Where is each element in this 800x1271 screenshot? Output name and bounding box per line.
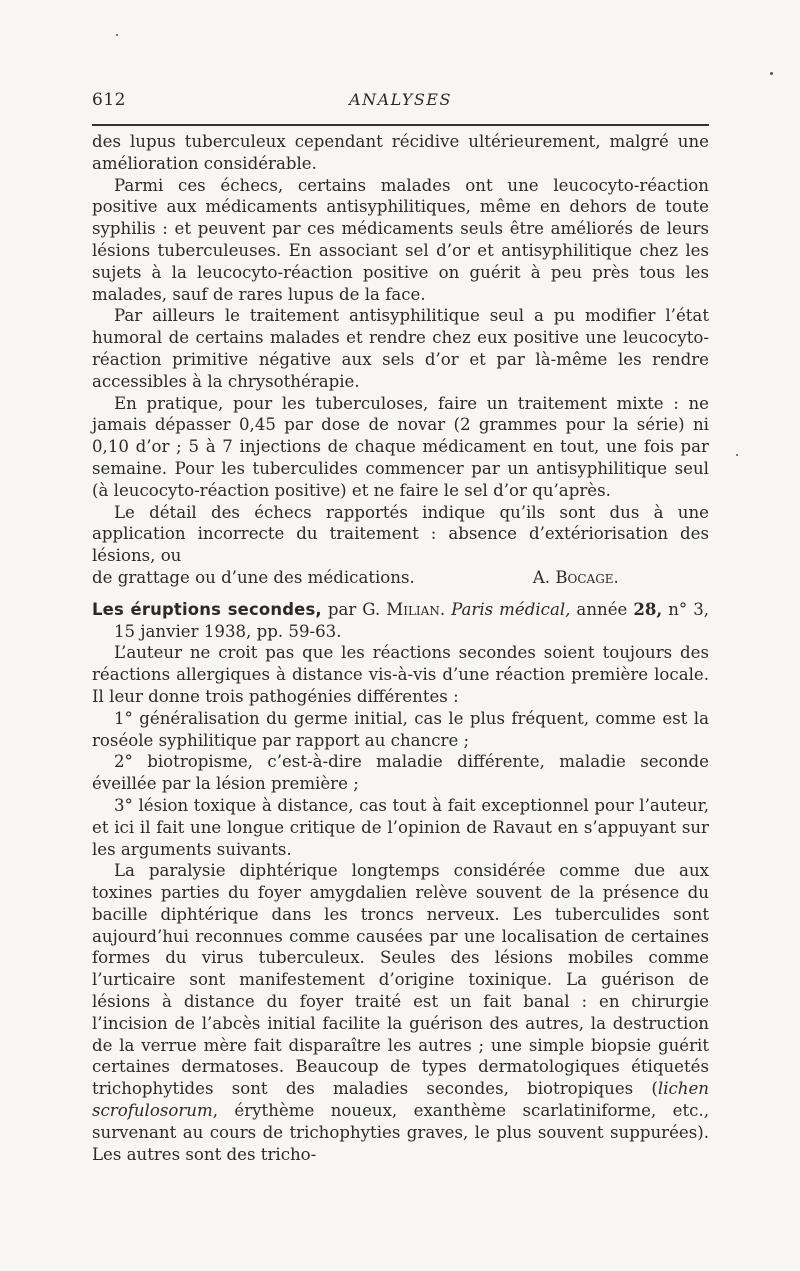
paragraph: Parmi ces échecs, certains malades ont une leucocyto-réaction positive aux médicaments antisyphilitiques, même en dehors de toute syphilis : et peuvent par ces médicaments seuls être améliorés de leurs lésions tuberculeuses. En associant sel d’or et antisyphilitique chez les sujets à la leucocyto-réaction positive on guérit à peu près tous les malades, sauf de rares lupus de la face. xyxy=(92,175,709,304)
paragraph-continuation: des lupus tuberculeux cependant récidive ultérieurement, malgré une amélioration considérable. xyxy=(92,132,709,173)
article-year-label: année xyxy=(576,599,628,619)
scan-speck xyxy=(116,34,118,36)
article-by: par G. xyxy=(327,599,381,619)
page-number: 612 xyxy=(92,90,126,110)
article-title: Les éruptions secondes, xyxy=(92,599,322,619)
paragraph: En pratique, pour les tuberculoses, faire un traitement mixte : ne jamais dépasser 0,45 par dose de novar (2 grammes pour la série) ni 0,10 d’or ; 5 à 7 injections de chaque médicament en tout, une fois par semaine. Pour les tuberculides commencer par un antisyphilitique seul (à leucocyto-réaction positive) et ne faire le sel d’or qu’après. xyxy=(92,393,709,500)
article-year: 28, xyxy=(633,598,663,619)
paragraph: 1° généralisation du germe initial, cas le plus fréquent, comme est la roséole syphilitique par rapport au chancre ; xyxy=(92,708,709,750)
article-author: Milian. xyxy=(386,599,446,619)
page-header xyxy=(92,86,709,114)
paragraph xyxy=(92,860,709,1165)
paragraph-text: La paralysie diphtérique longtemps considérée comme due aux toxines parties du foyer amygdalien relève souvent de la présence du bacille diphtérique dans les troncs nerveux. Les tuberculides sont aujourd’hui reconnues comme causées par une localisation de certaines formes du virus tuberculeux. Seules des lésions mobiles comme l’urticaire sont manifestement d’origine toxinique. La guérison de lésions à distance du foyer traité est un fait banal : en chirurgie l’incision de l’abcès initial facilite la guérison des autres, la destruction de la verrue mère fait disparaître les autres ; une simple biopsie guérit certaines dermatoses. Beaucoup de types dermatologiques étiquetés trichophytides sont des maladies secondes, biotropiques ( xyxy=(92,861,709,1099)
running-title: ANALYSES xyxy=(349,90,452,109)
paragraph: L’auteur ne croit pas que les réactions secondes soient toujours des réactions allergiques à distance vis-à-vis d’une réaction première locale. Il leur donne trois pathogénies différentes : xyxy=(92,643,709,706)
paragraph-last-text: de grattage ou d’une des médications. xyxy=(92,567,415,587)
article-issue: n° 3, xyxy=(668,599,710,619)
article-date-pages: 15 janvier 1938, pp. 59-63. xyxy=(114,621,342,641)
paragraph-text: , érythème noueux, exanthème scarlatiniforme, etc., survenant au cours de trichophyties graves, le plus souvent suppurées). Les autres sont des tricho- xyxy=(92,1101,709,1164)
article-journal: Paris médical, xyxy=(451,599,571,619)
scan-speck xyxy=(736,454,738,456)
paragraph: Par ailleurs le traitement antisyphilitique seul a pu modifier l’état humoral de certains malades et rendre chez eux positive une leucocyto-réaction primitive négative aux sels d’or et par là-même les rendre accessibles à la chrysothérapie. xyxy=(92,306,709,391)
page-body xyxy=(92,131,709,1165)
paragraph-italic-term: lichen scrofulosorum xyxy=(92,1079,709,1121)
paragraph: 3° lésion toxique à distance, cas tout à fait exceptionnel pour l’auteur, et ici il fait une longue critique de l’opinion de Ravaut en s’appuyant sur les arguments suivants. xyxy=(92,795,709,859)
article-reference xyxy=(92,599,709,643)
paragraph-last-line xyxy=(92,567,709,589)
reviewer-signature: A. Bocage. xyxy=(532,567,619,587)
paragraph: 2° biotropisme, c’est-à-dire maladie différente, maladie seconde éveillée par la lésion première ; xyxy=(92,752,709,794)
paragraph: Le détail des échecs rapportés indique qu’ils sont dus à une application incorrecte du traitement : absence d’extériorisation des lésions, ou xyxy=(92,502,709,566)
scan-speck xyxy=(770,72,773,75)
header-rule xyxy=(92,124,709,126)
